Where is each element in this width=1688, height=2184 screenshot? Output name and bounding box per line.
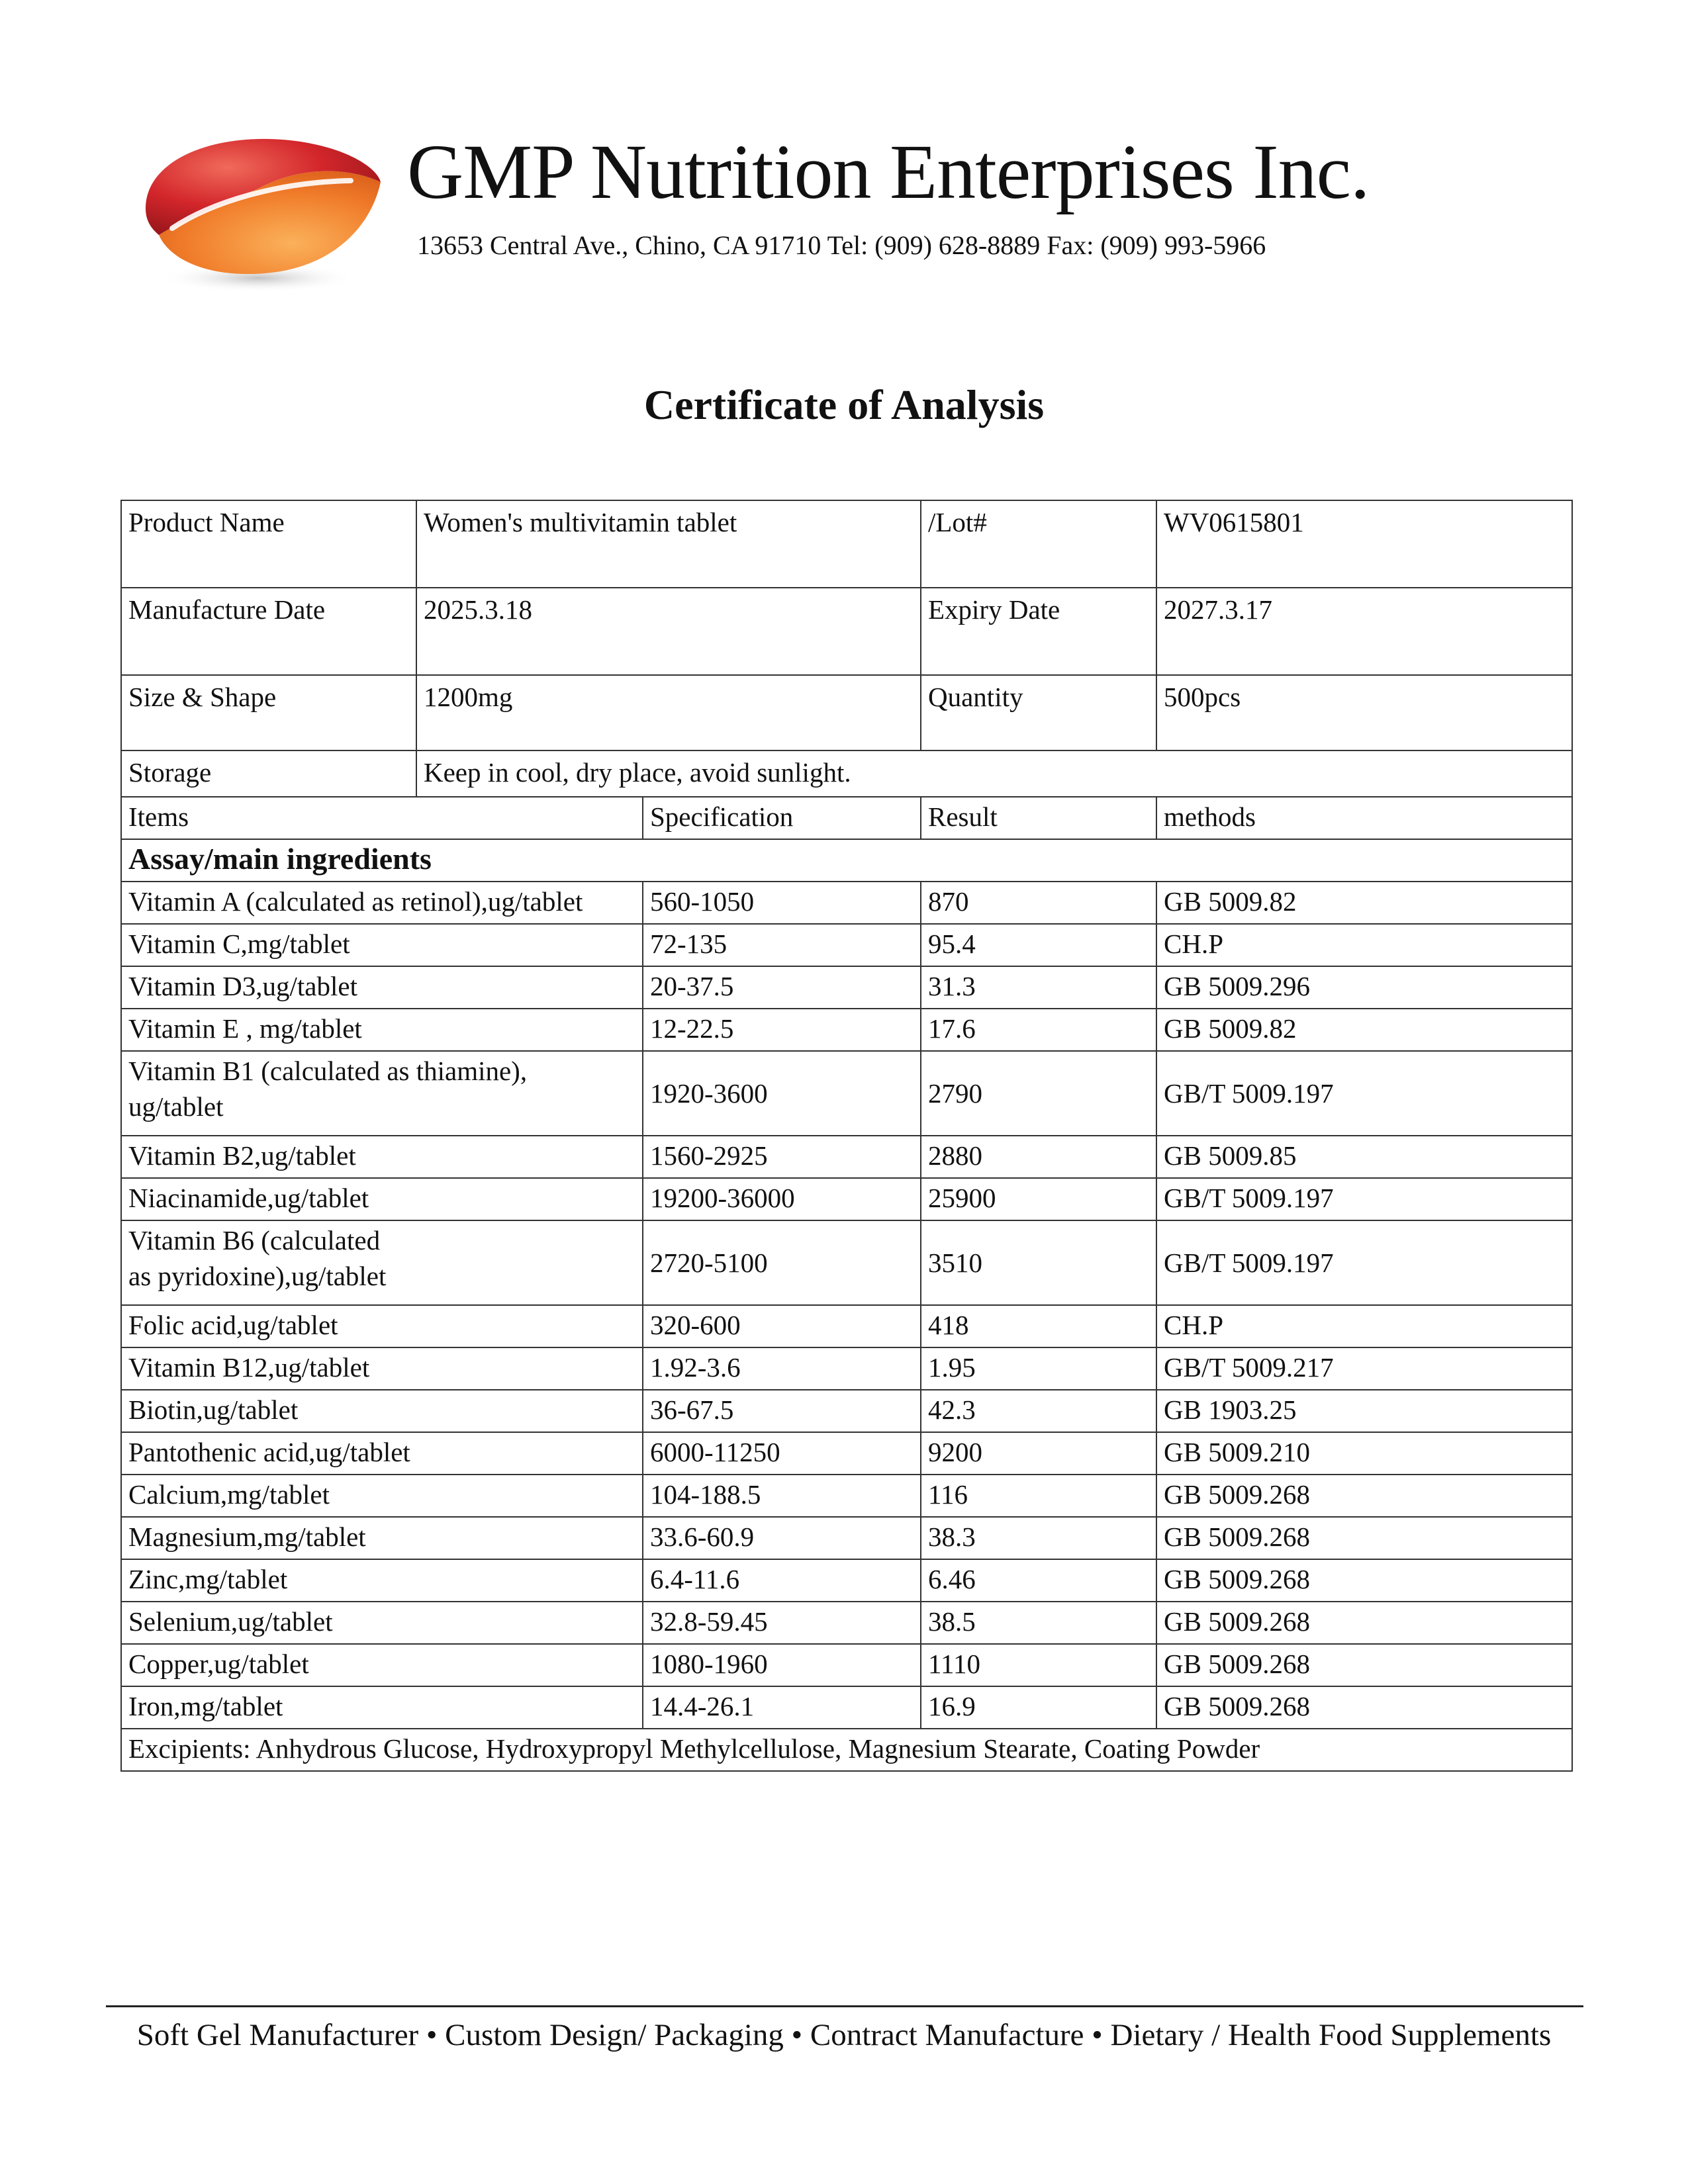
size-label: Size & Shape [121, 675, 416, 751]
spec-cell: 2720-5100 [643, 1220, 921, 1305]
table-row [121, 882, 1572, 924]
table-row [121, 1517, 1572, 1559]
table-row [121, 1602, 1572, 1644]
item-cell: Magnesium,mg/tablet [121, 1517, 643, 1559]
table-row [121, 1686, 1572, 1729]
item-cell: Biotin,ug/tablet [121, 1390, 643, 1432]
result-cell: 9200 [921, 1432, 1156, 1475]
lot-label: /Lot# [921, 500, 1156, 588]
company-name: GMP Nutrition Enterprises Inc. [407, 128, 1370, 215]
method-cell: GB/T 5009.217 [1156, 1347, 1572, 1390]
column-header-result: Result [921, 797, 1156, 839]
item-cell: Vitamin E , mg/tablet [121, 1009, 643, 1051]
table-row [121, 966, 1572, 1009]
item-line: as pyridoxine),ug/tablet [128, 1261, 387, 1291]
section-heading: Assay/main ingredients [121, 839, 1572, 882]
result-cell: 116 [921, 1475, 1156, 1517]
result-cell: 1.95 [921, 1347, 1156, 1390]
table-row [121, 1432, 1572, 1475]
item-line: ug/tablet [128, 1091, 224, 1122]
spec-cell: 19200-36000 [643, 1178, 921, 1220]
result-cell: 2790 [921, 1051, 1156, 1136]
result-cell: 25900 [921, 1178, 1156, 1220]
excipients-row [121, 1729, 1572, 1771]
product-name-label: Product Name [121, 500, 416, 588]
column-header-specification: Specification [643, 797, 921, 839]
manufacture-date-value: 2025.3.18 [416, 588, 921, 675]
product-name-value: Women's multivitamin tablet [416, 500, 921, 588]
table-row [121, 1559, 1572, 1602]
item-line: Vitamin B6 (calculated [128, 1225, 381, 1255]
spec-cell: 320-600 [643, 1305, 921, 1347]
table-row [121, 924, 1572, 966]
method-cell: GB 5009.210 [1156, 1432, 1572, 1475]
item-cell: Zinc,mg/tablet [121, 1559, 643, 1602]
spec-cell: 72-135 [643, 924, 921, 966]
table-row [121, 1051, 1572, 1136]
analysis-table [120, 500, 1573, 1772]
table-row [121, 1009, 1572, 1051]
spec-cell: 33.6-60.9 [643, 1517, 921, 1559]
section-row [121, 839, 1572, 882]
result-cell: 3510 [921, 1220, 1156, 1305]
method-cell: GB 5009.268 [1156, 1602, 1572, 1644]
result-cell: 6.46 [921, 1559, 1156, 1602]
column-header-row [121, 797, 1572, 839]
item-cell: Folic acid,ug/tablet [121, 1305, 643, 1347]
spec-cell: 36-67.5 [643, 1390, 921, 1432]
storage-label: Storage [121, 751, 416, 797]
result-cell: 1110 [921, 1644, 1156, 1686]
storage-value: Keep in cool, dry place, avoid sunlight. [416, 751, 1572, 797]
info-row-product [121, 500, 1572, 588]
spec-cell: 12-22.5 [643, 1009, 921, 1051]
item-line: Vitamin B1 (calculated as thiamine), [128, 1056, 528, 1086]
result-cell: 418 [921, 1305, 1156, 1347]
quantity-label: Quantity [921, 675, 1156, 751]
result-cell: 870 [921, 882, 1156, 924]
size-value: 1200mg [416, 675, 921, 751]
company-address: 13653 Central Ave., Chino, CA 91710 Tel: (909) 628-8889 Fax: (909) 993-5966 [417, 230, 1266, 260]
spec-cell: 20-37.5 [643, 966, 921, 1009]
spec-cell: 6000-11250 [643, 1432, 921, 1475]
spec-cell: 14.4-26.1 [643, 1686, 921, 1729]
item-cell: Vitamin B2,ug/tablet [121, 1136, 643, 1178]
result-cell: 17.6 [921, 1009, 1156, 1051]
manufacture-date-label: Manufacture Date [121, 588, 416, 675]
method-cell: CH.P [1156, 924, 1572, 966]
item-cell: Vitamin A (calculated as retinol),ug/tablet [121, 882, 643, 924]
method-cell: GB/T 5009.197 [1156, 1051, 1572, 1136]
result-cell: 16.9 [921, 1686, 1156, 1729]
item-cell: Vitamin C,mg/tablet [121, 924, 643, 966]
item-cell [121, 1051, 643, 1136]
method-cell: GB 5009.85 [1156, 1136, 1572, 1178]
quantity-value: 500pcs [1156, 675, 1572, 751]
table-row [121, 1305, 1572, 1347]
method-cell: GB 5009.296 [1156, 966, 1572, 1009]
item-cell: Vitamin B12,ug/tablet [121, 1347, 643, 1390]
item-cell: Pantothenic acid,ug/tablet [121, 1432, 643, 1475]
table-row [121, 1644, 1572, 1686]
method-cell: GB 5009.268 [1156, 1475, 1572, 1517]
footer-divider [106, 2005, 1583, 2007]
method-cell: CH.P [1156, 1305, 1572, 1347]
item-cell: Copper,ug/tablet [121, 1644, 643, 1686]
item-cell: Calcium,mg/tablet [121, 1475, 643, 1517]
info-row-storage [121, 751, 1572, 797]
spec-cell: 1080-1960 [643, 1644, 921, 1686]
method-cell: GB 5009.268 [1156, 1644, 1572, 1686]
result-cell: 2880 [921, 1136, 1156, 1178]
table-row [121, 1220, 1572, 1305]
spec-cell: 6.4-11.6 [643, 1559, 921, 1602]
item-cell: Iron,mg/tablet [121, 1686, 643, 1729]
table-row [121, 1475, 1572, 1517]
item-cell [121, 1220, 643, 1305]
expiry-date-label: Expiry Date [921, 588, 1156, 675]
item-cell: Vitamin D3,ug/tablet [121, 966, 643, 1009]
table-row [121, 1136, 1572, 1178]
excipients-text: Excipients: Anhydrous Glucose, Hydroxypropyl Methylcellulose, Magnesium Stearate, Coating Powder [121, 1729, 1572, 1771]
method-cell: GB/T 5009.197 [1156, 1178, 1572, 1220]
lot-value: WV0615801 [1156, 500, 1572, 588]
result-cell: 38.5 [921, 1602, 1156, 1644]
expiry-date-value: 2027.3.17 [1156, 588, 1572, 675]
method-cell: GB/T 5009.197 [1156, 1220, 1572, 1305]
result-cell: 31.3 [921, 966, 1156, 1009]
result-cell: 42.3 [921, 1390, 1156, 1432]
item-cell: Selenium,ug/tablet [121, 1602, 643, 1644]
spec-cell: 104-188.5 [643, 1475, 921, 1517]
column-header-items: Items [121, 797, 643, 839]
table-row [121, 1178, 1572, 1220]
item-cell: Niacinamide,ug/tablet [121, 1178, 643, 1220]
method-cell: GB 5009.268 [1156, 1559, 1572, 1602]
method-cell: GB 5009.82 [1156, 882, 1572, 924]
spec-cell: 32.8-59.45 [643, 1602, 921, 1644]
result-cell: 95.4 [921, 924, 1156, 966]
table-row [121, 1390, 1572, 1432]
method-cell: GB 1903.25 [1156, 1390, 1572, 1432]
footer-tagline: Soft Gel Manufacturer • Custom Design/ Packaging • Contract Manufacture • Dietary / Health Food Supplements [136, 2018, 1552, 2052]
spec-cell: 1920-3600 [643, 1051, 921, 1136]
column-header-methods: methods [1156, 797, 1572, 839]
company-logo [132, 129, 391, 301]
info-row-size [121, 675, 1572, 751]
spec-cell: 1560-2925 [643, 1136, 921, 1178]
table-row [121, 1347, 1572, 1390]
info-row-dates [121, 588, 1572, 675]
document-title: Certificate of Analysis [643, 381, 1045, 428]
method-cell: GB 5009.268 [1156, 1686, 1572, 1729]
spec-cell: 1.92-3.6 [643, 1347, 921, 1390]
spec-cell: 560-1050 [643, 882, 921, 924]
result-cell: 38.3 [921, 1517, 1156, 1559]
method-cell: GB 5009.82 [1156, 1009, 1572, 1051]
method-cell: GB 5009.268 [1156, 1517, 1572, 1559]
